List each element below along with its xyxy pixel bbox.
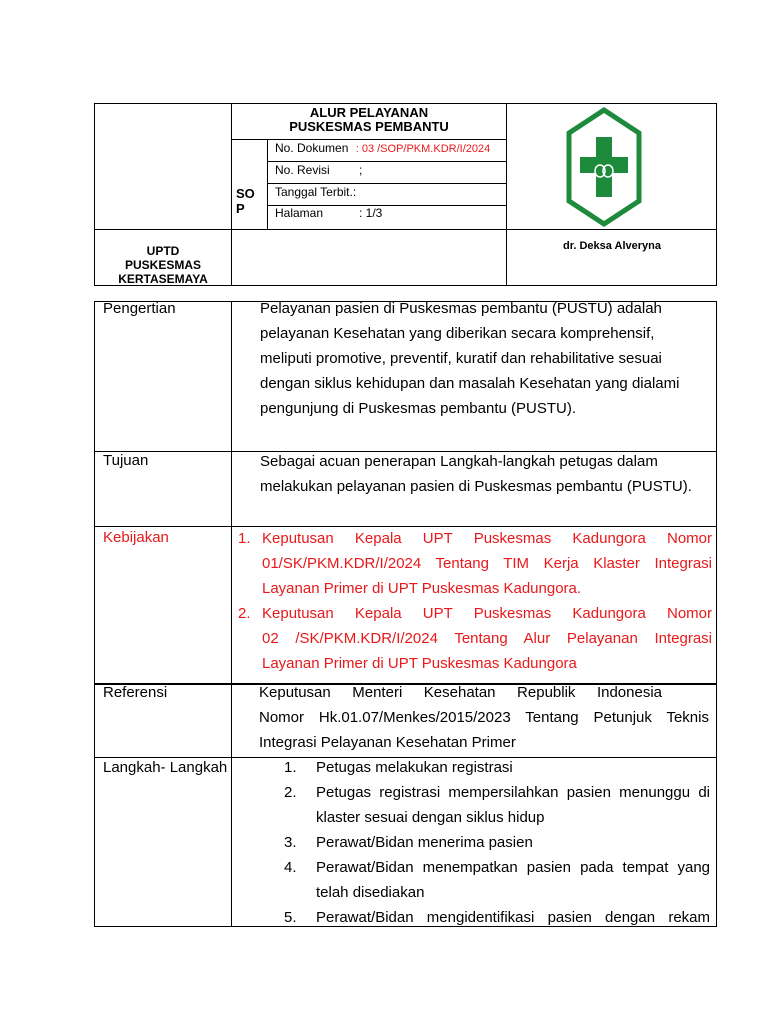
no-revisi-label: No. Revisi	[275, 163, 330, 177]
tujuan-line: Sebagai acuan penerapan Langkah-langkah petugas dalam	[260, 453, 658, 470]
pengertian-text	[260, 296, 710, 421]
no-dokumen-value: : 03 /SOP/PKM.KDR/I/2024	[355, 143, 491, 155]
langkah-list	[284, 755, 710, 926]
tanggal-terbit-label: Tanggal Terbit.:	[275, 185, 357, 199]
referensi-line: Integrasi Pelayanan Kesehatan Primer	[259, 734, 516, 751]
kebijakan-list	[238, 526, 712, 676]
referensi-line: Keputusan Menteri Kesehatan Republik Indonesia	[259, 684, 662, 701]
langkah-item	[284, 755, 710, 780]
halaman-row	[275, 206, 505, 220]
kebijakan-label: Kebijakan	[103, 529, 169, 546]
org-line-3: KERTASEMAYA	[118, 272, 208, 286]
langkah-line: Perawat/Bidan mengidentifikasi pasien dengan rekam	[316, 909, 710, 926]
pengertian-line: pengunjung di Puskesmas pembantu (PUSTU).	[260, 400, 576, 417]
kebijakan-item	[238, 601, 712, 676]
no-dokumen-label: No. Dokumen	[275, 141, 349, 155]
tujuan-label: Tujuan	[103, 452, 149, 469]
langkah-item-number: 1.	[284, 759, 297, 776]
signer-name: dr. Deksa Alveryna	[562, 240, 662, 252]
pengertian-line: pelayanan Kesehatan yang diberikan secara komprehensif,	[260, 325, 655, 342]
pengertian-line: Pelayanan pasien di Puskesmas pembantu (PUSTU) adalah	[260, 300, 662, 317]
langkah-item	[284, 855, 710, 905]
langkah-line: Petugas melakukan registrasi	[316, 759, 513, 776]
langkah-item	[284, 780, 710, 830]
langkah-line: Perawat/Bidan menempatkan pasien pada tempat yang	[316, 859, 710, 876]
halaman-label: Halaman	[275, 206, 324, 220]
tujuan-text	[260, 449, 715, 499]
tujuan-line: melakukan pelayanan pasien di Puskesmas pembantu (PUSTU).	[260, 478, 692, 495]
referensi-line: Nomor Hk.01.07/Menkes/2015/2023 Tentang Petunjuk Teknis	[259, 709, 709, 726]
langkah-item	[284, 830, 710, 855]
kebijakan-line: Layanan Primer di UPT Puskesmas Kadungora.	[262, 580, 582, 597]
halaman-value: : 1/3	[359, 206, 383, 220]
kebijakan-item-number: 1.	[238, 530, 251, 547]
no-dokumen-row	[275, 141, 505, 155]
kebijakan-line: Layanan Primer di UPT Puskesmas Kadungora	[262, 655, 577, 672]
referensi-text	[259, 680, 709, 755]
langkah-item-number: 3.	[284, 834, 297, 851]
document-title	[232, 106, 506, 134]
kebijakan-line: Keputusan Kepala UPT Puskesmas Kadungora Nomor	[262, 605, 712, 622]
no-revisi-row	[275, 163, 505, 177]
referensi-label: Referensi	[103, 684, 168, 701]
org-line-2: PUSKESMAS	[124, 258, 201, 272]
org-line-1: UPTD	[146, 244, 180, 258]
langkah-item-number: 4.	[284, 859, 297, 876]
langkah-item	[284, 905, 710, 926]
langkah-line: Perawat/Bidan menerima pasien	[316, 834, 533, 851]
puskesmas-logo	[566, 107, 642, 227]
pengertian-line: dengan siklus kehidupan dan masalah Kesehatan yang dialami	[260, 375, 680, 392]
kebijakan-item-number: 2.	[238, 605, 251, 622]
kebijakan-line: 02 /SK/PKM.KDR/I/2024 Tentang Alur Pelayanan Integrasi	[262, 630, 712, 647]
langkah-line: klaster sesuai dengan siklus hidup	[316, 809, 545, 826]
langkah-label: Langkah- Langkah	[103, 759, 228, 776]
puskesmas-logo-icon	[566, 107, 642, 227]
langkah-line: telah disediakan	[316, 884, 425, 901]
langkah-line: Petugas registrasi mempersilahkan pasien menunggu di	[316, 784, 710, 801]
kebijakan-item	[238, 526, 712, 601]
organization-name	[95, 244, 231, 286]
kebijakan-line: 01/SK/PKM.KDR/I/2024 Tentang TIM Kerja Klaster Integrasi	[262, 555, 712, 572]
langkah-item-number: 2.	[284, 784, 297, 801]
title-line-2: PUSKESMAS PEMBANTU	[289, 119, 449, 134]
no-revisi-value: ;	[359, 163, 363, 177]
title-line-1: ALUR PELAYANAN	[309, 105, 429, 120]
pengertian-label: Pengertian	[103, 300, 176, 317]
sop-label: SO P	[236, 186, 255, 216]
pengertian-line: meliputi promotive, preventif, kuratif dan rehabilitative sesuai	[260, 350, 662, 367]
kebijakan-line: Keputusan Kepala UPT Puskesmas Kadungora Nomor	[262, 530, 712, 547]
langkah-item-number: 5.	[284, 909, 297, 926]
